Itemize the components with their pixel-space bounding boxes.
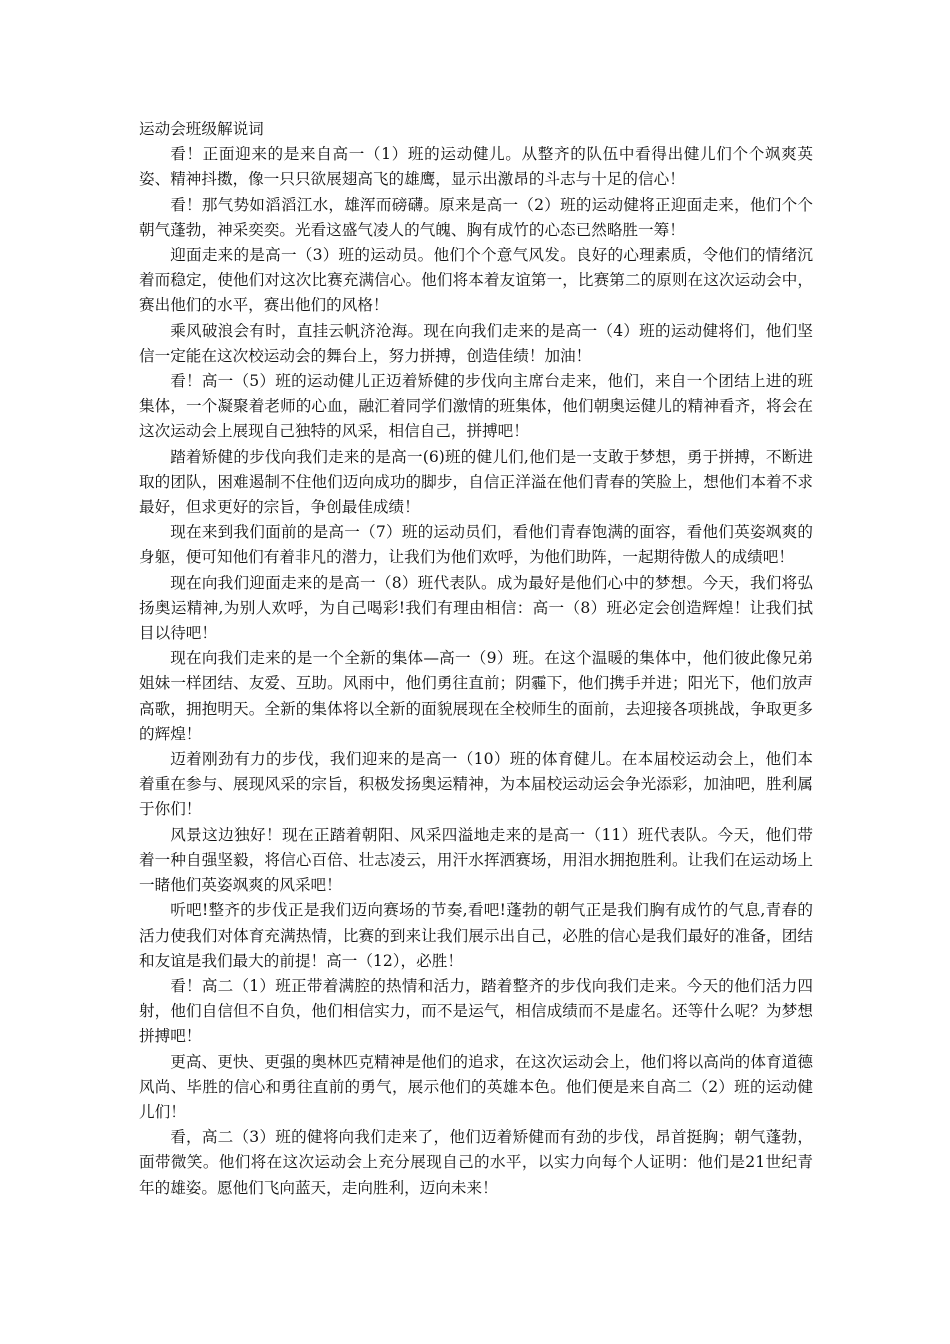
paragraph-class-2-3: 看，高二（3）班的健将向我们走来了，他们迈着矫健而有劲的步伐，昂首挺胸；朝气蓬勃，面带微笑。他们将在这次运动会上充分展现自己的水平，以实力向每个人证明：他们是21世纪青年的雄姿。愿他们飞向蓝天，走向胜利，迈向未来！ (139, 1128, 813, 1197)
paragraph-class-1-12: 听吧!整齐的步伐正是我们迈向赛场的节奏,看吧!蓬勃的朝气正是我们胸有成竹的气息,青春的活力使我们对体育充满热情，比赛的到来让我们展示出自己，必胜的信心是我们最好的准备，团结和友谊是我们最大的前提！高一（12），必胜！ (139, 901, 813, 970)
paragraph-class-1-7: 现在来到我们面前的是高一（7）班的运动员们，看他们青春饱满的面容，看他们英姿飒爽的身躯，便可知他们有着非凡的潜力，让我们为他们欢呼，为他们助阵，一起期待傲人的成绩吧！ (139, 523, 813, 567)
paragraph-class-2-1: 看！高二（1）班正带着满腔的热情和活力，踏着整齐的步伐向我们走来。今天的他们活力四射，他们自信但不自负，他们相信实力，而不是运气，相信成绩而不是虚名。还等什么呢？为梦想拼搏吧！ (139, 976, 813, 1046)
paragraph-class-1-11: 风景这边独好！现在正踏着朝阳、风采四溢地走来的是高一（11）班代表队。今天，他们带着一种自强坚毅，将信心百倍、壮志凌云，用汗水挥洒赛场，用泪水拥抱胜利。让我们在运动场上一睹他们英姿飒爽的风采吧！ (139, 825, 813, 895)
document-page (139, 117, 813, 1201)
paragraph-class-1-6: 踏着矫健的步伐向我们走来的是高一(6)班的健儿们,他们是一支敢于梦想，勇于拼搏，不断进取的团队，困难遏制不住他们迈向成功的脚步，自信正洋溢在他们青春的笑脸上，想他们本着不求最好，但求更好的宗旨，争创最佳成绩！ (139, 447, 813, 517)
paragraph-class-1-5: 看！高一（5）班的运动健儿正迈着矫健的步伐向主席台走来，他们，来自一个团结上进的班集体，一个凝聚着老师的心血，融汇着同学们激情的班集体，他们朝奥运健儿的精神看齐，将会在这次运动会上展现自己独特的风采，相信自己，拼搏吧！ (139, 372, 813, 441)
paragraph-class-1-9: 现在向我们走来的是一个全新的集体—高一（9）班。在这个温暖的集体中，他们彼此像兄弟姐妹一样团结、友爱、互助。风雨中，他们勇往直前；阴霾下，他们携手并进；阳光下，他们放声高歌，拥抱明天。全新的集体将以全新的面貌展现在全校师生的面前，去迎接各项挑战，争取更多的辉煌！ (139, 649, 813, 743)
paragraph-class-1-4: 乘风破浪会有时，直挂云帆济沧海。现在向我们走来的是高一（4）班的运动健将们，他们坚信一定能在这次校运动会的舞台上，努力拼搏，创造佳绩！加油！ (139, 321, 813, 365)
paragraph-class-1-1: 看！正面迎来的是来自高一（1）班的运动健儿。从整齐的队伍中看得出健儿们个个飒爽英姿、精神抖擞，像一只只欲展翅高飞的雄鹰，显示出激昂的斗志与十足的信心！ (139, 145, 813, 189)
paragraph-class-2-2: 更高、更快、更强的奥林匹克精神是他们的追求，在这次运动会上，他们将以高尚的体育道德风尚、毕胜的信心和勇往直前的勇气，展示他们的英雄本色。他们便是来自高二（2）班的运动健儿们！ (139, 1052, 813, 1121)
paragraph-class-1-3: 迎面走来的是高一（3）班的运动员。他们个个意气风发。良好的心理素质，令他们的情绪沉着而稳定，使他们对这次比赛充满信心。他们将本着友谊第一，比赛第二的原则在这次运动会中，赛出他们的水平，赛出他们的风格！ (139, 246, 813, 315)
paragraph-class-1-2: 看！那气势如滔滔江水，雄浑而磅礴。原来是高一（2）班的运动健将正迎面走来，他们个个朝气蓬勃，神采奕奕。光看这盛气凌人的气魄、胸有成竹的心态已然略胜一筹！ (139, 195, 813, 239)
document-title: 运动会班级解说词 (139, 120, 264, 138)
paragraph-class-1-8: 现在向我们迎面走来的是高一（8）班代表队。成为最好是他们心中的梦想。今天，我们将弘扬奥运精神,为别人欢呼，为自己喝彩!我们有理由相信：高一（8）班必定会创造辉煌！让我们拭目以待吧！ (139, 573, 813, 643)
paragraph-class-1-10: 迈着刚劲有力的步伐，我们迎来的是高一（10）班的体育健儿。在本届校运动会上，他们本着重在参与、展现风采的宗旨，积极发扬奥运精神，为本届校运动运会争光添彩，加油吧，胜利属于你们！ (139, 750, 813, 819)
